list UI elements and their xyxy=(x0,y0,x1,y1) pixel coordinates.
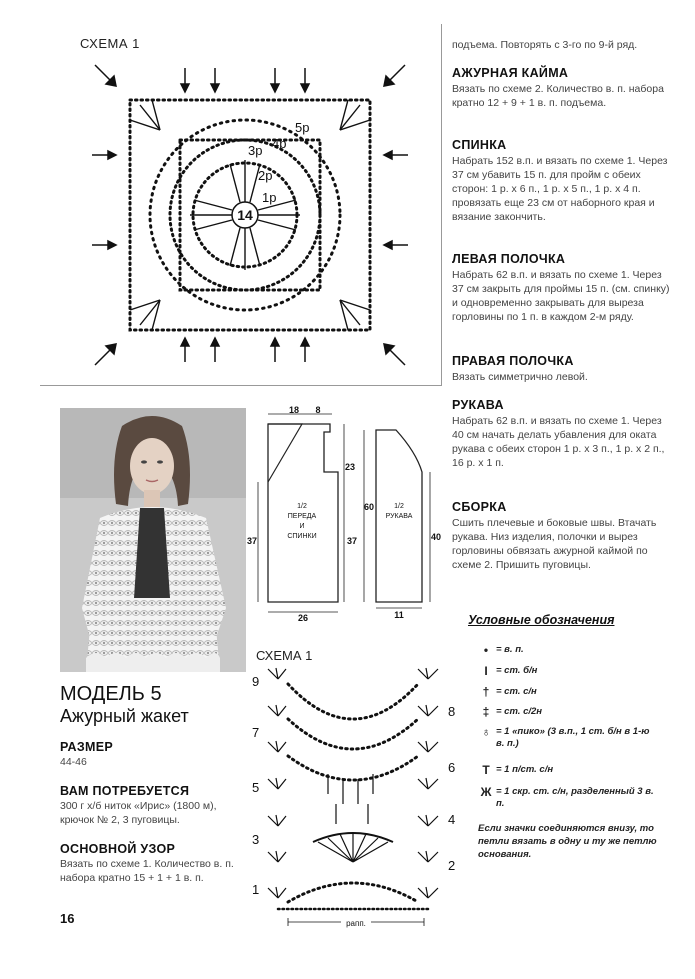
row-label-2: 2 xyxy=(448,858,456,873)
chart2-diagram xyxy=(248,664,458,934)
section-main-pattern: ОСНОВНОЙ УЗОР Вязать по схеме 1. Количество в. п. набора кратно 15 + 1 + 1 в. п. xyxy=(60,842,234,884)
dim-top-2: 8 xyxy=(315,405,321,415)
legend-item-cross: Ж = 1 скр. ст. с/н, разделенный 3 в. п. xyxy=(476,786,676,810)
chart1-label-4p: 4р xyxy=(272,136,287,151)
dim-sleeve-bottom: 11 xyxy=(394,610,404,620)
model-photo xyxy=(60,408,246,672)
row-label-5: 5 xyxy=(252,780,260,795)
repeat-label: рапп. xyxy=(346,919,366,928)
row-label-7: 7 xyxy=(252,725,260,740)
dim-bottom: 26 xyxy=(297,613,309,622)
legend-item-ch: • = в. п. xyxy=(476,644,676,656)
right-column-intro: подъема. Повторять с 3-го по 9-й ряд. xyxy=(452,39,638,51)
row-label-9: 9 xyxy=(252,674,260,689)
legend-title: Условные обозначения xyxy=(468,613,615,627)
row-label-1: 1 xyxy=(252,882,260,897)
legend-item-tr: ‡ = ст. с/2н xyxy=(476,706,676,718)
legend-item-picot: ♁ = 1 «пико» (3 в.п., 1 ст. б/н в 1-ю в. п.) xyxy=(476,726,676,750)
sleeve-label-2: РУКАВА xyxy=(385,513,413,520)
section-lace-border: АЖУРНАЯ КАЙМА Вязать по схеме 2. Количество в. п. набора кратно 12 + 9 + 1 в. п. подъема. xyxy=(452,66,664,109)
row-label-6: 6 xyxy=(448,760,456,775)
chart1-label-3p: 3р xyxy=(248,143,263,158)
legend-item-hdc: T = 1 п/ст. с/н xyxy=(476,764,676,776)
section-left-front: ЛЕВАЯ ПОЛОЧКА Набрать 62 в.п. и вязать по схеме 1. Через 37 см закрыть для проймы 15 п. (см. спинку) и одновременно закрывать для выреза горловины по 1 п. в каждом 2-м ряду. xyxy=(452,252,670,323)
chain-symbol: • xyxy=(483,643,489,657)
dim-left: 37 xyxy=(246,536,258,546)
section-right-front: ПРАВАЯ ПОЛОЧКА Вязать симметрично левой. xyxy=(452,354,588,383)
dim-sleeve-height: 60 xyxy=(363,502,375,512)
half-double-crochet-symbol: T xyxy=(482,763,490,777)
chart1-title: СХЕМА 1 xyxy=(80,36,140,51)
legend-note: Если значки соединяются внизу, то петли вязать в одну и ту же петлю основания. xyxy=(478,823,657,860)
section-materials: ВАМ ПОТРЕБУЕТСЯ 300 г х/б ниток «Ирис» (1800 м), крючок № 2, 3 пуговицы. xyxy=(60,784,217,826)
legend-item-dc: † = ст. с/н xyxy=(476,686,676,698)
model-subtitle: Ажурный жакет xyxy=(60,706,189,726)
front-label-2: ПЕРЕДА xyxy=(287,513,317,520)
chart1-label-5p: 5р xyxy=(295,120,310,135)
chart1-label-2p: 2р xyxy=(258,168,273,183)
front-label-3: И xyxy=(299,523,305,530)
section-size: РАЗМЕР 44-46 xyxy=(60,740,113,768)
row-label-3: 3 xyxy=(252,832,260,847)
dim-armhole: 23 xyxy=(344,462,356,472)
row-label-8: 8 xyxy=(448,704,456,719)
section-assembly: СБОРКА Сшить плечевые и боковые швы. Втачать рукава. Низ изделия, полочки и вырез горловины обвязать ажурной каймой по схеме 2. Пришить пуговицы. xyxy=(452,500,657,571)
chart1-center-label: 14 xyxy=(237,207,253,223)
legend-item-sc: I = ст. б/н xyxy=(476,665,676,677)
single-crochet-symbol: I xyxy=(484,664,488,678)
dim-sleeve-side: 40 xyxy=(430,532,442,542)
model-title: МОДЕЛЬ 5 xyxy=(60,683,162,705)
crossed-stitch-symbol: Ж xyxy=(480,785,492,799)
sleeve-label-1: 1/2 xyxy=(394,503,404,510)
front-label-1: 1/2 xyxy=(297,503,307,510)
dim-front-right: 37 xyxy=(346,536,358,546)
front-label-4: СПИНКИ xyxy=(287,533,317,540)
chart1-label-1p: 1р xyxy=(262,190,277,205)
section-back: СПИНКА Набрать 152 в.п. и вязать по схеме 1. Через 37 см убавить 15 п. для пройм с обеих сторон: 1 р. х 6 п., 1 р. х 5 п., 1 р. х 4 п. провязать еще 23 см от наборного края и вязание закончить. xyxy=(452,138,668,223)
section-sleeves: РУКАВА Набрать 62 в.п. и вязать по схеме 1. Через 40 см начать делать убавления для оката рукава с обеих сторон 1 р. х 3 п., 1 р. х 2 п., 16 р. х 1 п. xyxy=(452,398,665,469)
chart1-diagram xyxy=(90,60,410,370)
dim-top-1: 18 xyxy=(288,405,300,415)
pattern-schematic xyxy=(246,402,446,622)
chart2-title: СХЕМА 1 xyxy=(256,648,313,663)
picot-symbol: ♁ xyxy=(481,725,491,739)
double-crochet-symbol: † xyxy=(482,685,490,699)
treble-crochet-symbol: ‡ xyxy=(482,705,490,719)
row-label-4: 4 xyxy=(448,812,456,827)
page-number: 16 xyxy=(60,911,75,926)
